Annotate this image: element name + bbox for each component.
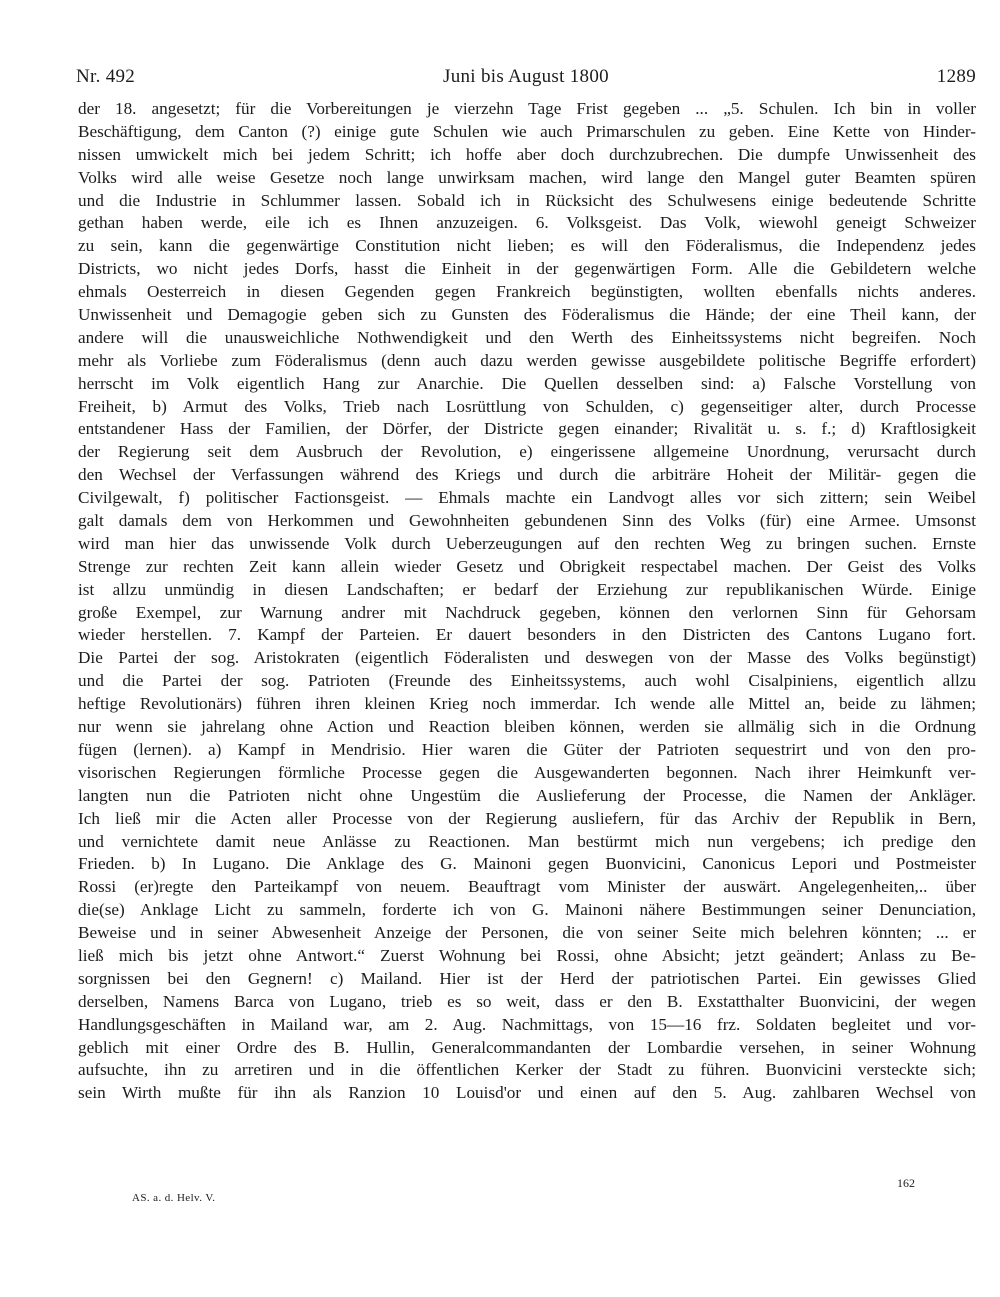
text-line: wieder herstellen. 7. Kampf der Parteien. Er dauert besonders in den Districten des Cantons Lugano fort.: [78, 625, 976, 645]
running-header: [76, 66, 976, 90]
text-line: aufsuchte, ihn zu arretiren und in die öffentlichen Kerker der Stadt zu führen. Buonvicini versteckte sich;: [78, 1060, 976, 1080]
text-line: ließ mich bis jetzt ohne Antwort.“ Zuerst Wohnung bei Rossi, ohne Absicht; jetzt geändert; Anlass zu Be-: [78, 945, 976, 965]
body-text: [78, 98, 976, 1105]
text-line: und vernichtete damit neue Anlässe zu Reactionen. Man bestürmt mich nun vergebens; ich predige den: [78, 831, 976, 851]
text-line: Frieden. b) In Lugano. Die Anklage des G. Mainoni gegen Buonvicini, Canonicus Lepori und Postmeister: [78, 854, 976, 874]
text-line: galt damals dem von Herkommen und Gewohnheiten gebundenen Sinn des Volks (für) eine Armee. Umsonst: [78, 511, 976, 531]
text-line: gethan haben werde, eile ich es Ihnen anzuzeigen. 6. Volksgeist. Das Volk, wiewohl geneigt Schweizer: [78, 213, 976, 233]
text-line: Die Partei der sog. Aristokraten (eigentlich Föderalisten und deswegen von der Masse des Volks begünstigt): [78, 648, 976, 668]
text-line: Strenge zur rechten Zeit kann allein wieder Gesetz und Obrigkeit respectabel machen. Der Geist des Volks: [78, 556, 976, 576]
text-line: ist allzu unmündig in diesen Landschaften; er bedarf der Erziehung zur republikanischen Würde. Einige: [78, 579, 976, 599]
document-number: Nr. 492: [76, 66, 136, 87]
text-line: fügen (lernen). a) Kampf in Mendrisio. Hier waren die Güter der Patrioten sequestrirt und von den pro-: [78, 739, 976, 759]
text-line: zu sein, kann die gegenwärtige Constitution nicht lieben; es will den Föderalismus, die Independenz jedes: [78, 236, 976, 256]
date-range-title: Juni bis August 1800: [443, 66, 609, 87]
text-line: Freiheit, b) Armut des Volks, Trieb nach Losrüttlung von Schulden, c) gegenseitiger alter, durch Processe: [78, 396, 976, 416]
text-line: langten nun die Patrioten nicht ohne Ungestüm die Auslieferung der Processe, die Namen der Ankläger.: [78, 785, 976, 805]
text-line: der 18. angesetzt; für die Vorbereitungen je vierzehn Tage Frist gegeben ... „5. Schulen. Ich bin in voller: [78, 99, 976, 118]
sheet-number: 162: [897, 1176, 915, 1190]
text-line: Handlungsgeschäften in Mailand war, am 2. Aug. Nachmittags, von 15—16 frz. Soldaten begleitet und vor-: [78, 1014, 976, 1034]
text-line: sein Wirth mußte für ihn als Ranzion 10 Louisd'or und einen auf den 5. Aug. zahlbaren Wechsel von: [78, 1083, 976, 1103]
text-line: geblich mit einer Ordre des B. Hullin, Generalcommandanten der Lombardie versehen, in seiner Wohnung: [78, 1037, 976, 1057]
text-line: Unwissenheit und Demagogie geben sich zu Gunsten des Föderalismus die Hände; der eine Theil kann, der: [78, 305, 976, 325]
text-line: mehr als Vorliebe zum Föderalismus (denn auch dazu werden gewisse ausgebildete politische Begriffe erfordert): [78, 350, 976, 370]
text-line: Rossi (er)regte den Parteikampf von neuem. Beauftragt vom Minister der auswärt. Angelegenheiten,.. über: [78, 877, 976, 897]
text-line: wird man hier das unwissende Volk durch Ueberzeugungen auf den rechten Weg zu bringen suchen. Ernste: [78, 533, 976, 553]
text-line: Ich ließ mir die Acten aller Processe von der Regierung ausliefern, für das Archiv der Republik in Bern,: [78, 808, 976, 828]
text-line: Beschäftigung, dem Canton (?) einige gute Schulen wie auch Primarschulen zu geben. Eine Kette von Hinder-: [78, 121, 976, 141]
text-line: Beweise und in seiner Abwesenheit Anzeige der Personen, die von seiner Seite mich belehren könnten; ... er: [78, 923, 976, 943]
text-line: sorgnissen bei den Gegnern! c) Mailand. Hier ist der Herd der patriotischen Partei. Ein gewisses Glied: [78, 968, 976, 988]
text-line: derselben, Namens Barca von Lugano, trieb es so weit, dass er den B. Exstatthalter Buonvicini, der wegen: [78, 991, 976, 1011]
text-line: die(se) Anklage Licht zu sammeln, forderte ich von G. Mainoni nähere Bestimmungen seiner Denunciation,: [78, 900, 976, 920]
text-line: visorischen Regierungen förmliche Processe gegen die Ausgewanderten begonnen. Nach ihrer Heimkunft ver-: [78, 762, 976, 782]
text-line: Districts, wo nicht jedes Dorfs, hasst die Einheit in der gegenwärtigen Form. Alle die Gebildetern welche: [78, 259, 976, 279]
text-line: und die Industrie in Schlummer lassen. Sobald ich in Rücksicht des Schulwesens einige bedeutende Schritte: [78, 190, 976, 210]
text-line: der Regierung seit dem Ausbruch der Revolution, e) eingerissene allgemeine Unordnung, verursacht durch: [78, 442, 976, 462]
text-line: große Exempel, zur Warnung andrer mit Nachdruck gegeben, können den verlornen Sinn für Gehorsam: [78, 602, 976, 622]
text-line: Civilgewalt, f) politischer Factionsgeist. — Ehmals machte ein Landvogt alles vor sich zittern; sein Weibel: [78, 488, 976, 508]
page-number: 1289: [936, 66, 976, 87]
text-line: entstandener Hass der Familien, der Dörfer, der Districte gegen einander; Rivalität u. s. f.; d) Kraftlosigkeit: [78, 419, 976, 439]
text-line: Volks wird alle weise Gesetze noch lange unwirksam machen, wird lange den Mangel guter Beamten spüren: [78, 167, 976, 187]
archive-signature: AS. a. d. Helv. V.: [132, 1192, 216, 1204]
text-line: heftige Revolutionärs) führen ihren kleinen Krieg noch immerdar. Ich wende alle Mittel an, beide zu lähmen;: [78, 694, 976, 714]
text-line: herrscht im Volk eigentlich Hang zur Anarchie. Die Quellen desselben sind: a) Falsche Vorstellung von: [78, 373, 976, 393]
text-line: ehmals Oesterreich in diesen Gegenden gegen Frankreich begünstigten, wollten ebenfalls nichts anderes.: [78, 282, 976, 302]
text-line: den Wechsel der Verfassungen während des Kriegs und durch die arbiträre Hoheit der Militär- gegen die: [78, 465, 976, 485]
text-line: nur wenn sie jahrelang ohne Action und Reaction bleiben können, werden sie allmälig sich in die Ordnung: [78, 717, 976, 737]
text-line: und die Partei der sog. Patrioten (Freunde des Einheitssystems, auch wohl Cisalpiniens, eigentlich allzu: [78, 671, 976, 691]
text-line: andere will die unausweichliche Nothwendigkeit und den Werth des Einheitssystems nicht begreifen. Noch: [78, 327, 976, 347]
text-line: nissen umwickelt mich bei jedem Schritt; ich hoffe aber doch durchzubrechen. Die dumpfe Unwissenheit des: [78, 144, 976, 164]
